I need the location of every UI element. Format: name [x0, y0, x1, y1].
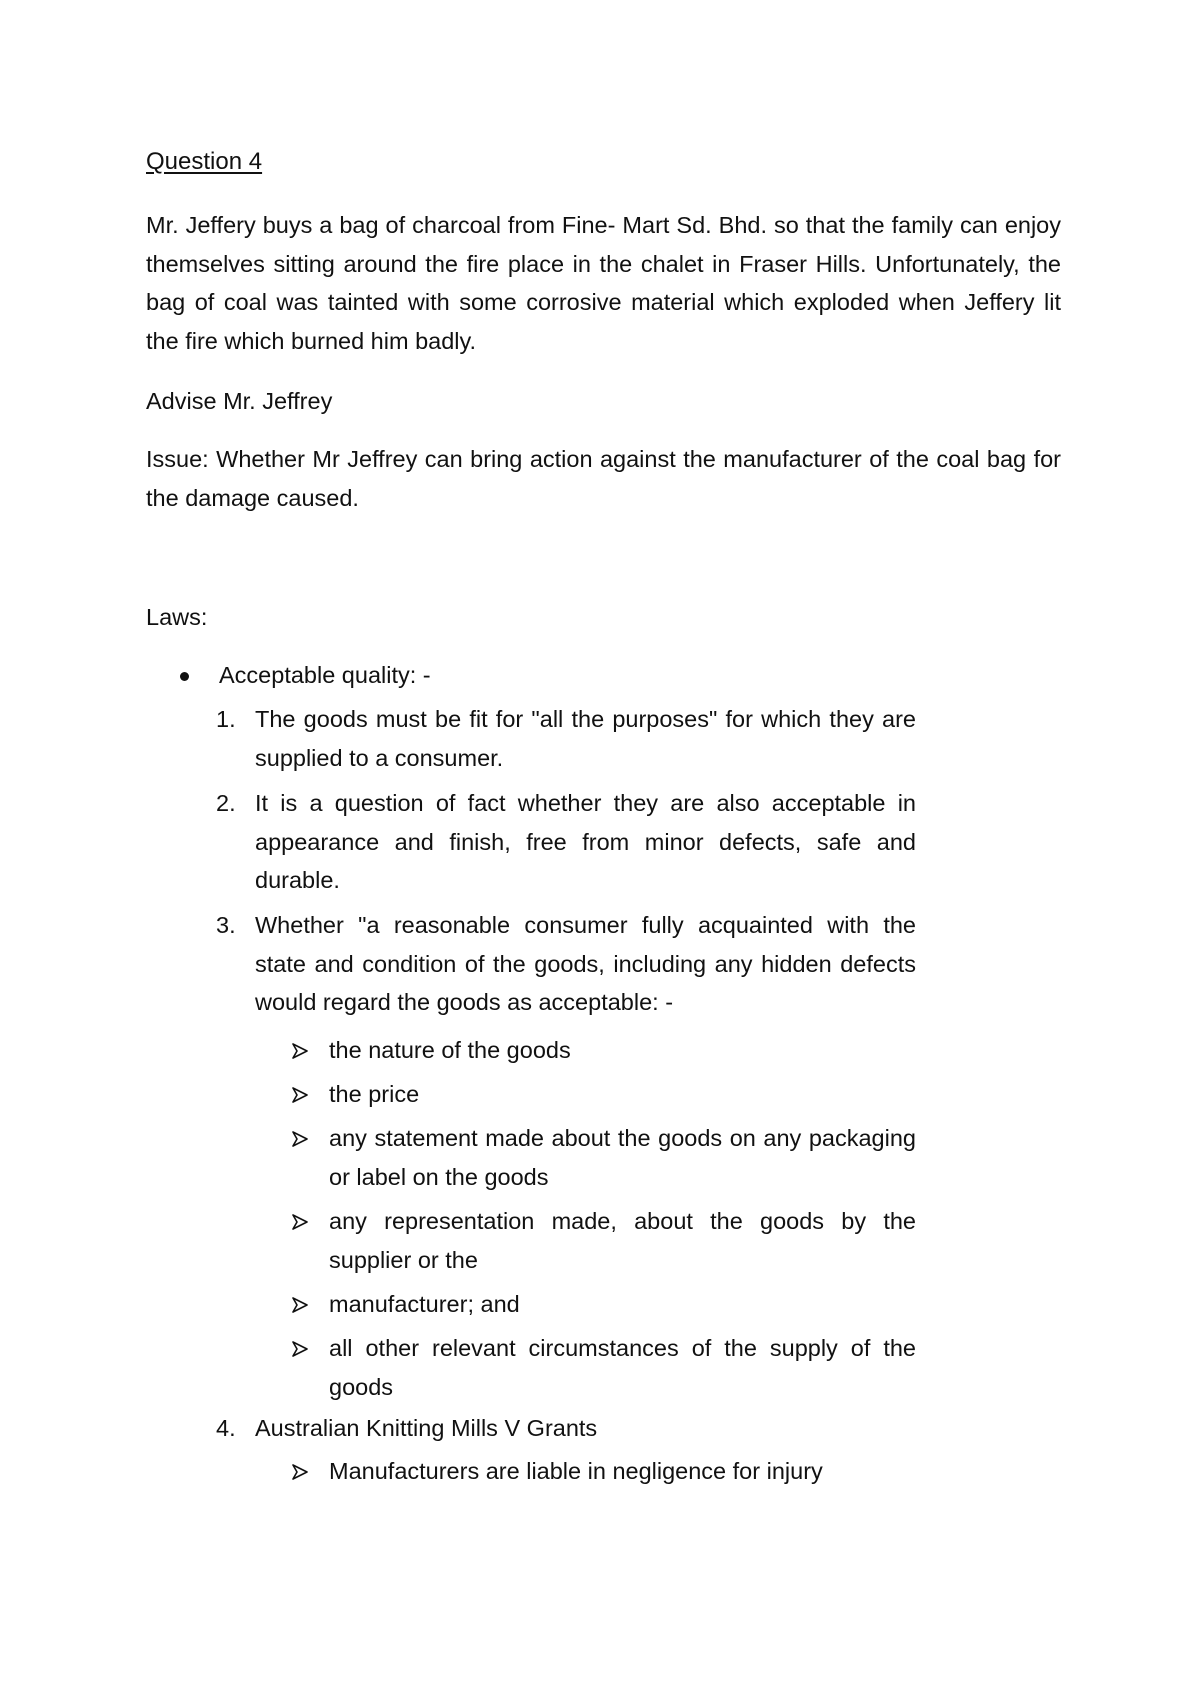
- sub-item-text: all other relevant circumstances of the supply of the goods: [329, 1335, 916, 1400]
- laws-label: Laws:: [146, 604, 208, 630]
- sub-item-text: Manufacturers are liable in negligence for injury: [329, 1458, 823, 1484]
- sub-item-text: any statement made about the goods on any packaging or label on the goods: [329, 1125, 916, 1190]
- arrowhead-icon: [292, 1297, 308, 1313]
- item-text: It is a question of fact whether they are also acceptable in appearance and finish, free from minor defects, safe and durable.: [255, 790, 916, 893]
- advise-line: Advise Mr. Jeffrey: [146, 388, 333, 414]
- item-text: Australian Knitting Mills V Grants: [255, 1415, 598, 1441]
- sub-item-text: the nature of the goods: [329, 1037, 571, 1063]
- sub-item-text: manufacturer; and: [329, 1291, 520, 1317]
- item-number: 3.: [216, 912, 236, 938]
- item-number: 1.: [216, 706, 236, 732]
- item-number: 4.: [216, 1415, 236, 1441]
- item-text: Whether "a reasonable consumer fully acquainted with the state and condition of the goods, including any hidden defects would regard the goods as acceptable: -: [255, 912, 916, 1015]
- bullet-text: Acceptable quality: -: [219, 662, 431, 688]
- bullet-dot-icon: [180, 672, 189, 681]
- item-number: 2.: [216, 790, 236, 816]
- arrowhead-icon: [292, 1464, 308, 1480]
- sub-item-text: any representation made, about the goods by the supplier or the: [329, 1208, 916, 1273]
- arrowhead-icon: [292, 1087, 308, 1103]
- arrowhead-icon: [292, 1131, 308, 1147]
- item-text: The goods must be fit for "all the purposes" for which they are supplied to a consumer.: [255, 706, 916, 771]
- arrowhead-icon: [292, 1341, 308, 1357]
- issue-paragraph: Issue: Whether Mr Jeffrey can bring action against the manufacturer of the coal bag for the damage caused.: [146, 446, 1061, 511]
- sub-item-text: the price: [329, 1081, 420, 1107]
- intro-paragraph: Mr. Jeffery buys a bag of charcoal from Fine- Mart Sd. Bhd. so that the family can enjoy themselves sitting around the fire place in the chalet in Fraser Hills. Unfortunately, the bag of coal was tainted with some corrosive material which exploded when Jeffery lit the fire which burned him badly.: [146, 212, 1061, 354]
- arrowhead-icon: [292, 1043, 308, 1059]
- arrowhead-icon: [292, 1214, 308, 1230]
- question-heading: Question 4: [146, 148, 263, 175]
